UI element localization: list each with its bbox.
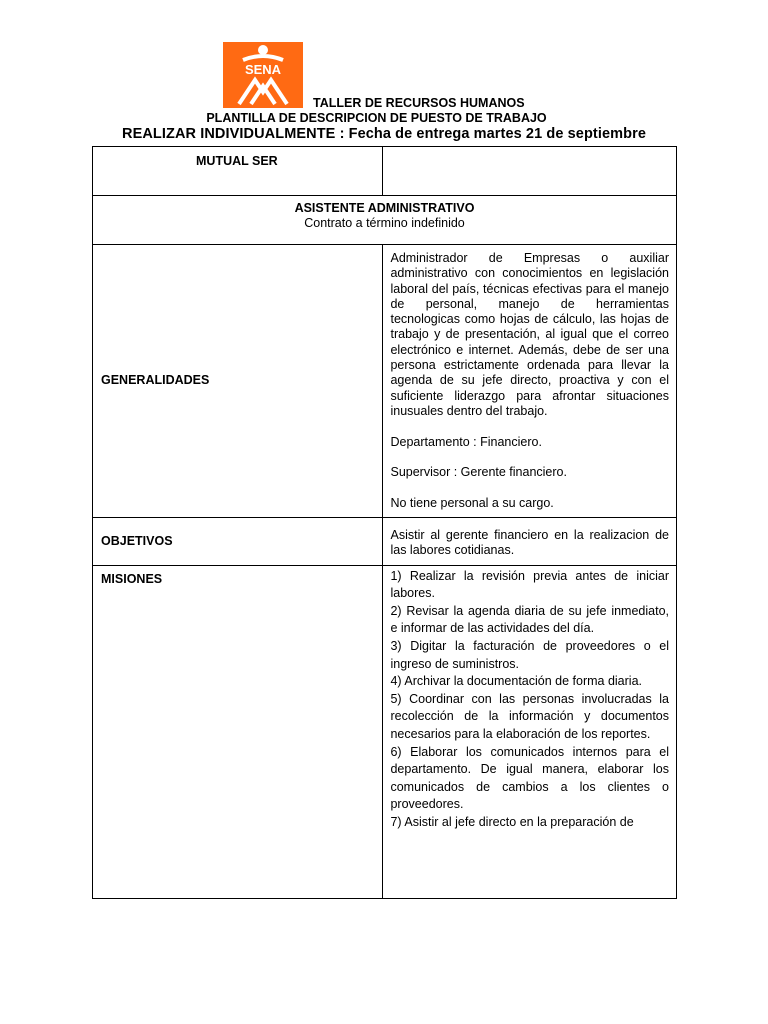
position-contract: Contrato a término indefinido [304, 216, 465, 231]
list-item: 4) Archivar la documentación de forma diaria. [390, 674, 642, 689]
company-name: MUTUAL SER [93, 147, 383, 196]
list-item: 1) Realizar la revisión previa antes de iniciar labores. [390, 568, 669, 601]
header-title: TALLER DE RECURSOS HUMANOS [313, 96, 525, 110]
list-item: 2) Revisar la agenda diaria de su jefe inmediato, e informar de las actividades del día. [390, 603, 669, 636]
table-row-company [93, 147, 677, 196]
job-description-table [92, 146, 677, 899]
position-title: ASISTENTE ADMINISTRATIVO [294, 201, 475, 215]
objetivos-text: Asistir al gerente financiero en la realizacion de las labores cotidianas. [390, 528, 669, 558]
objetivos-content [383, 518, 677, 566]
company-value-cell [383, 147, 677, 196]
table-row-generalidades [93, 245, 677, 518]
header-subtitle: PLANTILLA DE DESCRIPCION DE PUESTO DE TRABAJO [206, 111, 547, 125]
list-item: 6) Elaborar los comunicados internos para el departamento. De igual manera, elaborar los comunicados de cambios a los clientes o proveedores. [390, 744, 669, 812]
generalidades-staff: No tiene personal a su cargo. [390, 495, 554, 510]
list-item: 5) Coordinar con las personas involucradas la recolección de la información y documentos necesarios para la elaboración de los reportes. [390, 691, 669, 741]
list-item: 3) Digitar la facturación de proveedores o el ingreso de suministros. [390, 639, 669, 671]
sena-logo [223, 42, 303, 108]
misiones-content [383, 565, 677, 898]
generalidades-supervisor: Supervisor : Gerente financiero. [390, 465, 567, 480]
table-row-misiones [93, 565, 677, 898]
misiones-label: MISIONES [93, 565, 383, 898]
objetivos-label: OBJETIVOS [93, 518, 383, 566]
generalidades-department: Departamento : Financiero. [390, 434, 542, 449]
table-row-objetivos [93, 518, 677, 566]
list-item: 7) Asistir al jefe directo en la preparación de [390, 814, 634, 829]
generalidades-description: Administrador de Empresas o auxiliar administrativo con conocimientos en legislación laboral del país, técnicas efectivas para el manejo de personal, manejo de herramientas tecnologicas como hojas de cálculo, las hojas de trabajo y de presentación, al igual que el correo electrónico e internet. Además, debe de ser una persona estrictamente ordenada para llevar la agenda de su jefe directo, proactiva y con el suficiente liderazgo para afrontar situaciones inusuales dentro del trabajo. [390, 251, 669, 418]
generalidades-label: GENERALIDADES [93, 245, 383, 518]
table-row-position [93, 196, 677, 245]
sena-logo-icon [223, 42, 303, 108]
header-instructions: REALIZAR INDIVIDUALMENTE : Fecha de entrega martes 21 de septiembre [122, 126, 646, 142]
position-cell [93, 196, 677, 245]
generalidades-content [383, 245, 677, 518]
sena-logo-text: SENA [244, 62, 282, 77]
